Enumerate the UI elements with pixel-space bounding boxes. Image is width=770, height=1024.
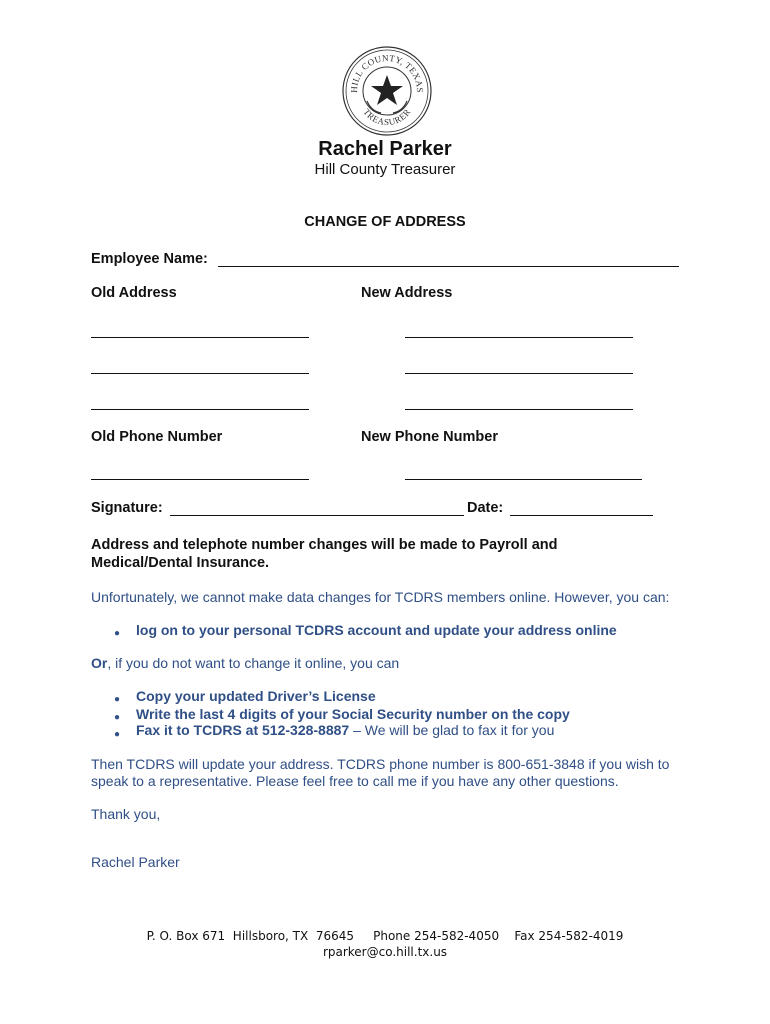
footer-email[interactable]: rparker@co.hill.tx.us: [322, 945, 448, 959]
change-notice-line-1: Address and telephote number changes will be made to Payroll and: [91, 537, 558, 553]
fax-number-text: Fax it to TCDRS at 512-328-8887: [136, 722, 350, 738]
tcdrs-update-line-2: speak to a representative. Please feel free to call me if you have any other questions.: [91, 773, 619, 789]
employee-name-field[interactable]: [218, 266, 679, 267]
tcdrs-update-paragraph: [91, 756, 751, 790]
seal-text-top: HILL COUNTY, TEXAS: [348, 52, 426, 93]
or-rest-text: , if you do not want to change it online, you can: [107, 655, 400, 671]
old-address-line-2[interactable]: [91, 373, 309, 374]
new-address-line-3[interactable]: [405, 409, 633, 410]
footer-contact: [0, 928, 770, 960]
new-phone-label: New Phone Number: [361, 429, 498, 445]
signature-label: Signature:: [91, 500, 163, 516]
change-notice-line-2: Medical/Dental Insurance.: [91, 555, 270, 571]
old-phone-field[interactable]: [91, 479, 309, 480]
change-notice: [91, 536, 731, 572]
bullet-dot: ●: [114, 628, 121, 639]
county-seal-logo: [341, 45, 433, 137]
bullet-drivers-license: Copy your updated Driver’s License: [136, 688, 376, 704]
or-text: Or: [91, 655, 108, 671]
footer-address-phone-fax: P. O. Box 671 Hillsboro, TX 76645 Phone 254-582-4050 Fax 254-582-4019: [146, 929, 624, 943]
new-phone-field[interactable]: [405, 479, 642, 480]
new-address-line-1[interactable]: [405, 337, 633, 338]
old-address-label: Old Address: [91, 285, 177, 301]
employee-name-label: Employee Name:: [91, 251, 208, 267]
old-address-line-3[interactable]: [91, 409, 309, 410]
old-address-line-1[interactable]: [91, 337, 309, 338]
document-title: CHANGE OF ADDRESS: [304, 214, 466, 230]
tcdrs-update-line-1: Then TCDRS will update your address. TCDRS phone number is 800-651-3848 if you wish to: [91, 756, 670, 772]
fax-rest-text: – We will be glad to fax it for you: [349, 722, 555, 738]
thank-you: Thank you,: [91, 806, 161, 822]
bullet-dot: ●: [114, 712, 121, 723]
bullet-fax: [136, 722, 554, 739]
svg-text:TREASURER: [361, 107, 412, 127]
date-field[interactable]: [510, 515, 653, 516]
bullet-dot: ●: [114, 694, 121, 705]
signature-field[interactable]: [170, 515, 464, 516]
treasurer-name: Rachel Parker: [318, 138, 452, 160]
online-update-bullet: log on to your personal TCDRS account and update your address online: [136, 622, 617, 638]
offline-intro: [91, 655, 399, 672]
tcdrs-intro: Unfortunately, we cannot make data changes for TCDRS members online. However, you can:: [91, 589, 670, 605]
date-label: Date:: [467, 500, 504, 516]
bullet-dot: ●: [114, 729, 121, 740]
new-address-label: New Address: [361, 285, 453, 301]
signoff-name: Rachel Parker: [91, 854, 180, 870]
seal-text-bottom: TREASURER: [361, 106, 413, 128]
treasurer-title: Hill County Treasurer: [314, 161, 456, 178]
new-address-line-2[interactable]: [405, 373, 633, 374]
bullet-ssn-digits: Write the last 4 digits of your Social Security number on the copy: [136, 706, 570, 722]
old-phone-label: Old Phone Number: [91, 429, 223, 445]
